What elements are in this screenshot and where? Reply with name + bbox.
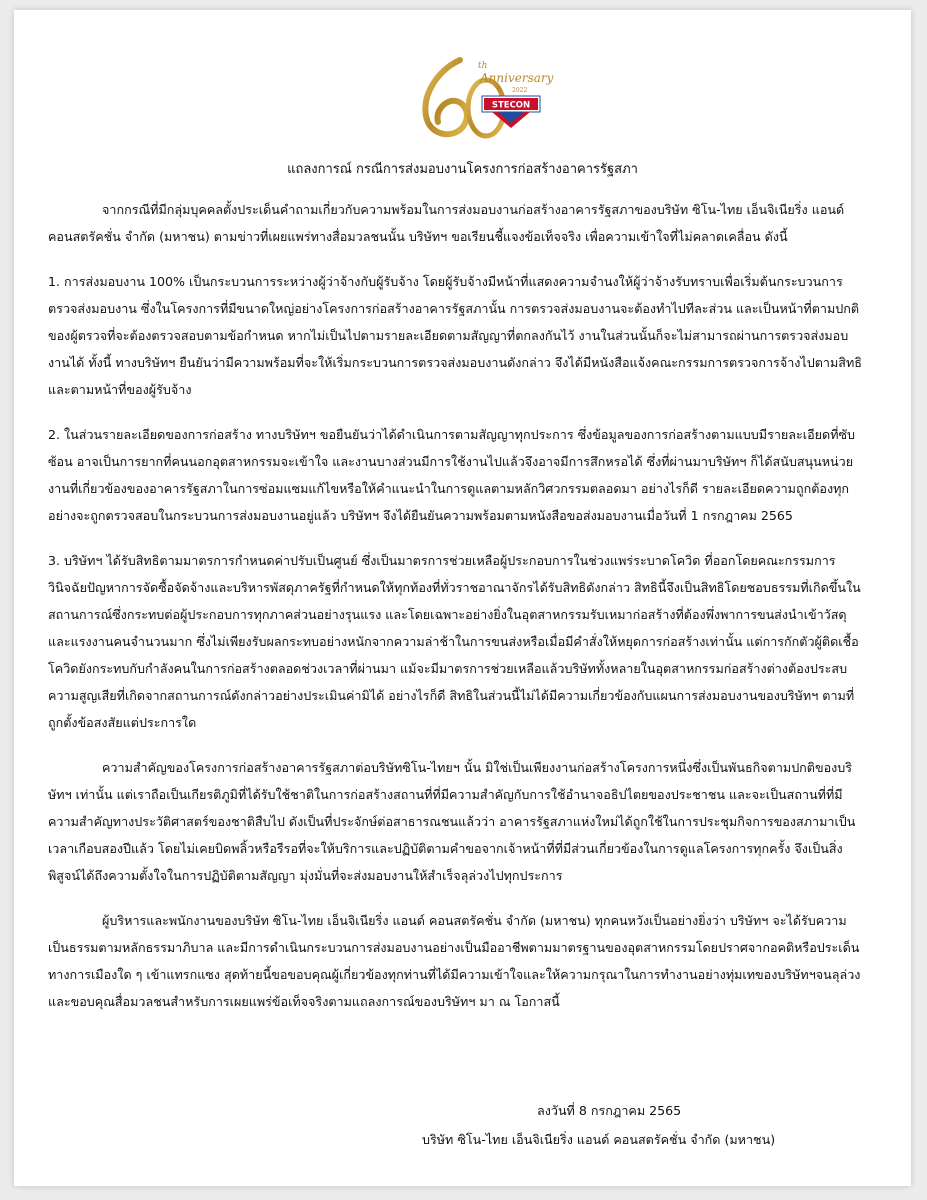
point-3-paragraph: 3. บริษัทฯ ได้รับสิทธิตามมาตรการกำหนดค่าปรับเป็นศูนย์ ซึ่งเป็นมาตรการช่วยเหลือผู้ประกอบการในช่วงแพร่ระบาดโควิด ที่ออกโดยคณะกรรมการวินิจฉัยปัญหาการจัดซื้อจัดจ้างและบริหารพัสดุภาครัฐที่กำหนดให้ทุกท้องที่ทั่วราชอาณาจักรได้รับสิทธิดังกล่าว สิทธินี้จึงเป็นสิทธิโดยชอบธรรมที่เกิดขึ้นในสถานการณ์ซึ่งกระทบต่อผู้ประกอบการทุกภาคส่วนอย่างรุนแรง และโดยเฉพาะอย่างยิ่งในอุตสาหกรรมรับเหมาก่อสร้างที่ต้องพึ่งพาการขนส่งนำเข้าวัสดุและแรงงานคนจำนวนมาก ซึ่งไม่เพียงรับผลกระทบอย่างหนักจากความล่าช้าในการขนส่งหรือเมื่อมีคำสั่งให้หยุดการก่อสร้างเท่านั้น แต่การกักตัวผู้ติดเชื้อโควิดยังกระทบกับกำลังคนในการก่อสร้างตลอดช่วงเวลาที่ผ่านมา แม้จะมีมาตรการช่วยเหลือแล้วบริษัททั้งหลายในอุตสาหกรรมก่อสร้างต่างต้องประสบความสูญเสียที่เกิดจากสถานการณ์ดังกล่าวอย่างประเมินค่ามิได้ อย่างไรก็ดี สิทธิในส่วนนี้ไม่ได้มีความเกี่ยวข้องกับแผนการส่งมอบงานของบริษัทฯ ตามที่ถูกตั้งข้อสงสัยแต่ประการใด (48, 553, 861, 730)
stecon-60th-anniversary-logo (416, 52, 554, 142)
point-2-paragraph: 2. ในส่วนรายละเอียดของการก่อสร้าง ทางบริษัทฯ ขอยืนยันว่าได้ดำเนินการตามสัญญาทุกประการ ซึ่งข้อมูลของการก่อสร้างตามแบบมีรายละเอียดที่ซับซ้อน อาจเป็นการยากที่คนนอกอุตสาหกรรมจะเข้าใจ และงานบางส่วนมีการใช้งานไปแล้วจึงอาจมีการสึกหรอได้ ซึ่งที่ผ่านมาบริษัทฯ ก็ได้สนับสนุนหน่วยงานที่เกี่ยวข้องของอาคารรัฐสภาในการซ่อมแซมแก้ไขหรือให้คำแนะนำในการดูแลตามหลักวิศวกรรมตลอดมา อย่างไรก็ดี รายละเอียดความถูกต้องทุกอย่างจะถูกตรวจสอบในกระบวนการส่งมอบงานอยู่แล้ว บริษัทฯ จึงได้ยืนยันความพร้อมตามหนังสือขอส่งมอบงานเมื่อวันที่ 1 กรกฎาคม 2565 (48, 427, 856, 523)
statement-body (48, 196, 864, 1033)
closing-paragraph: ผู้บริหารและพนักงานของบริษัท ซิโน-ไทย เอ็นจิเนียริ่ง แอนด์ คอนสตรัคชั่น จำกัด (มหาชน) ทุกคนหวังเป็นอย่างยิ่งว่า บริษัทฯ จะได้รับความเป็นธรรมตามหลักธรรมาภิบาล และมีการดำเนินกระบวนการส่งมอบงานอย่างเป็นมืออาชีพตามมาตรฐานของอุตสาหกรรมโดยปราศจากอคติหรือประเด็นทางการเมืองใด ๆ เข้าแทรกแซง สุดท้ายนี้ขอขอบคุณผู้เกี่ยวข้องทุกท่านที่ได้มีความเข้าใจและให้ความกรุณาในการทำงานอย่างทุ่มเทของบริษัทฯจนลุล่วง และขอบคุณสื่อมวลชนสำหรับการเผยแพร่ข้อเท็จจริงตามแถลงการณ์ของบริษัทฯ มา ณ โอกาสนี้ (48, 913, 861, 1009)
svg-text:2022: 2022 (512, 87, 528, 94)
signature-company: บริษัท ซิโน-ไทย เอ็นจิเนียริ่ง แอนด์ คอนสตรัคชั่น จำกัด (มหาชน) (422, 1132, 776, 1147)
point-1-paragraph: 1. การส่งมอบงาน 100% เป็นกระบวนการระหว่างผู้ว่าจ้างกับผู้รับจ้าง โดยผู้รับจ้างมีหน้าที่แสดงความจำนงให้ผู้ว่าจ้างรับทราบเพื่อเริ่มต้นกระบวนการตรวจส่งมอบงาน ซึ่งในโครงการที่มีขนาดใหญ่อย่างโครงการก่อสร้างอาคารรัฐสภานั้น การตรวจส่งมอบงานจะต้องทำไปทีละส่วน และเป็นหน้าที่ตามปกติของผู้ตรวจที่จะต้องตรวจสอบตามข้อกำหนด หากไม่เป็นไปตามรายละเอียดตามสัญญาที่ตกลงกันไว้ งานในส่วนนั้นก็จะไม่สามารถผ่านการตรวจส่งมอบงานได้ ทั้งนี้ ทางบริษัทฯ ยืนยันว่ามีความพร้อมที่จะให้เริ่มกระบวนการตรวจส่งมอบงานดังกล่าว จึงได้มีหนังสือแจ้งคณะกรรมการตรวจการจ้างไปตามสิทธิ และตามหน้าที่ของผู้รับจ้าง (48, 274, 862, 397)
signature-block (14, 1096, 911, 1154)
svg-text:th: th (478, 61, 488, 71)
importance-paragraph: ความสำคัญของโครงการก่อสร้างอาคารรัฐสภาต่อบริษัทซิโน-ไทยฯ นั้น มิใช่เป็นเพียงงานก่อสร้างโครงการหนึ่งซึ่งเป็นพันธกิจตามปกติของบริษัทฯ เท่านั้น แต่เราถือเป็นเกียรติภูมิที่ได้รับใช้ชาติในการก่อสร้างสถานที่ที่มีความสำคัญกับการใช้อำนาจอธิปไตยของประชาชน และจะเป็นสถานที่ที่มีความสำคัญทางประวัติศาสตร์ของชาติสืบไป ดังเป็นที่ประจักษ์ต่อสาธารณชนแล้วว่า อาคารรัฐสภาแห่งใหม่ได้ถูกใช้ในการประชุมกิจการของสภามาเป็นเวลาเกือบสองปีแล้ว โดยไม่เคยบิดพลิ้วหรือรีรอที่จะให้บริการและปฏิบัติตามคำขอจากเจ้าหน้าที่ที่มีส่วนเกี่ยวข้องในการดูแลโครงการทุกครั้ง จึงเป็นสิ่งพิสูจน์ได้ถึงความตั้งใจในการปฏิบัติตามสัญญา มุ่งมั่นที่จะส่งมอบงานให้สำเร็จลุล่วงไปทุกประการ (48, 760, 856, 883)
svg-text:STECON: STECON (491, 100, 531, 111)
svg-text:Anniversary: Anniversary (480, 71, 554, 85)
document-title: แถลงการณ์ กรณีการส่งมอบงานโครงการก่อสร้างอาคารรัฐสภา (287, 162, 638, 177)
document-page (14, 10, 911, 1186)
intro-paragraph: จากกรณีที่มีกลุ่มบุคคลตั้งประเด็นคำถามเกี่ยวกับความพร้อมในการส่งมอบงานก่อสร้างอาคารรัฐสภาของบริษัท ซิโน-ไทย เอ็นจิเนียริ่ง แอนด์ คอนสตรัคชั่น จำกัด (มหาชน) ตามข่าวที่เผยแพร่ทางสื่อมวลชนนั้น บริษัทฯ ขอเรียนชี้แจงข้อเท็จจริง เพื่อความเข้าใจที่ไม่คลาดเคลื่อน ดังนี้ (48, 202, 845, 244)
signature-date: ลงวันที่ 8 กรกฎาคม 2565 (537, 1103, 682, 1118)
